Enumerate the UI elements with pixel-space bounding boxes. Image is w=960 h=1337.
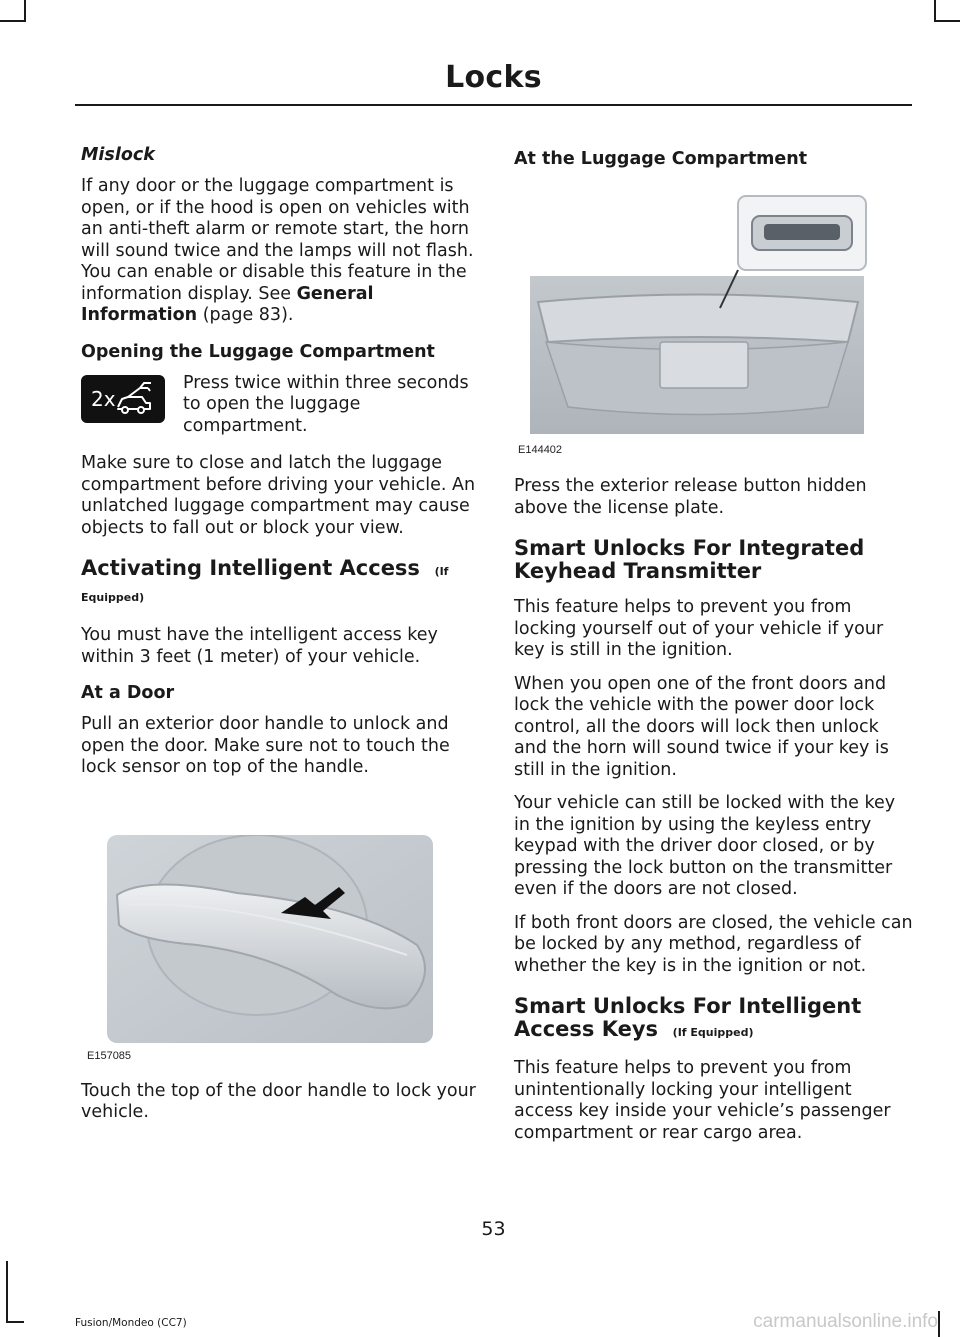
watermark: carmanualsonline.info (753, 1311, 938, 1332)
intelligent-access-text: You must have the intelligent access key within 3 feet (1 meter) of your vehicle. (81, 625, 438, 667)
touch-handle-text: Touch the top of the door handle to lock your vehicle. (81, 1080, 476, 1122)
luggage-release-illustration (528, 192, 878, 437)
icon-2x-label: 2x (91, 386, 116, 411)
smart-unlocks-ikt-p2: When you open one of the front doors and lock the vehicle with the power door lock control, all the doors will lock then unlock and the horn will sound twice if your key is still in the ignition. (514, 673, 889, 780)
door-handle-figure (81, 835, 483, 1069)
smart-unlocks-iak-p1: This feature helps to prevent you from unintentionally locking your intelligent access key inside your vehicle’s passenger compartment or rear cargo area. (514, 1058, 891, 1143)
header-rule (75, 104, 912, 106)
trunk-open-icon (81, 375, 165, 423)
crop-mark (0, 20, 26, 22)
door-handle-illustration (107, 835, 437, 1045)
if-equipped-label: (If Equipped) (672, 1026, 754, 1039)
smart-unlocks-iak-heading-text: Smart Unlocks For Intelligent Access Keys (514, 994, 862, 1041)
if-equipped-label: (If Equipped) (81, 565, 449, 604)
mislock-page-ref: (page 83). (197, 305, 294, 325)
page-title: Locks (445, 60, 542, 95)
at-a-door-heading: At a Door (81, 683, 175, 703)
crop-mark (6, 1261, 8, 1323)
opening-luggage-heading: Opening the Luggage Compartment (81, 341, 435, 362)
crop-mark (934, 20, 960, 22)
intelligent-access-heading-text: Activating Intelligent Access (81, 556, 420, 580)
mislock-text: If any door or the luggage compartment is open, or if the hood is open on vehicles with an anti-theft alarm or remote start, the horn will sound twice and the lamps will not flash. You can enable or disable this feature in the information display. See (81, 176, 474, 304)
crop-mark (6, 1321, 24, 1323)
general-information-link[interactable]: General Information (81, 283, 374, 325)
opening-luggage-text: Press twice within three seconds to open the luggage compartment. (183, 372, 469, 436)
latch-warning-text: Make sure to close and latch the luggage compartment before driving your vehicle. An unlatched luggage compartment may cause objects to fall out or block your view. (81, 453, 476, 538)
at-a-door-text: Pull an exterior door handle to unlock and open the door. Make sure not to touch the lock sensor on top of the handle. (81, 714, 450, 777)
luggage-release-text: Press the exterior release button hidden above the license plate. (514, 476, 867, 518)
smart-unlocks-ikt-p3: Your vehicle can still be locked with the key in the ignition by using the keyless entry keypad with the driver door closed, or by pressing the lock button on the transmitter even if the doors are not closed. (514, 793, 896, 899)
mislock-heading: Mislock (81, 145, 155, 165)
right-column (514, 144, 916, 1156)
footer-model: Fusion/Mondeo (CC7) (75, 1317, 187, 1329)
luggage-figure (514, 192, 916, 462)
mislock-paragraph (81, 176, 483, 327)
crop-mark (934, 0, 936, 22)
intelligent-access-heading (81, 557, 483, 609)
crop-mark (24, 0, 26, 22)
door-figure-code: E157085 (87, 1049, 132, 1062)
smart-unlocks-iak-heading (514, 995, 916, 1044)
opening-luggage-row (81, 373, 483, 438)
smart-unlocks-ikt-p1: This feature helps to prevent you from locking yourself out of your vehicle if your key is still in the ignition. (514, 597, 884, 660)
smart-unlocks-ikt-heading: Smart Unlocks For Integrated Keyhead Transmitter (514, 536, 865, 583)
smart-unlocks-ikt-p4: If both front doors are closed, the vehicle can be locked by any method, regardless of whether the key is in the ignition or not. (514, 912, 913, 976)
page-number: 53 (481, 1218, 506, 1240)
crop-mark (938, 1311, 940, 1337)
left-column (81, 144, 483, 1136)
at-luggage-heading: At the Luggage Compartment (514, 149, 808, 169)
luggage-figure-code: E144402 (518, 444, 563, 456)
